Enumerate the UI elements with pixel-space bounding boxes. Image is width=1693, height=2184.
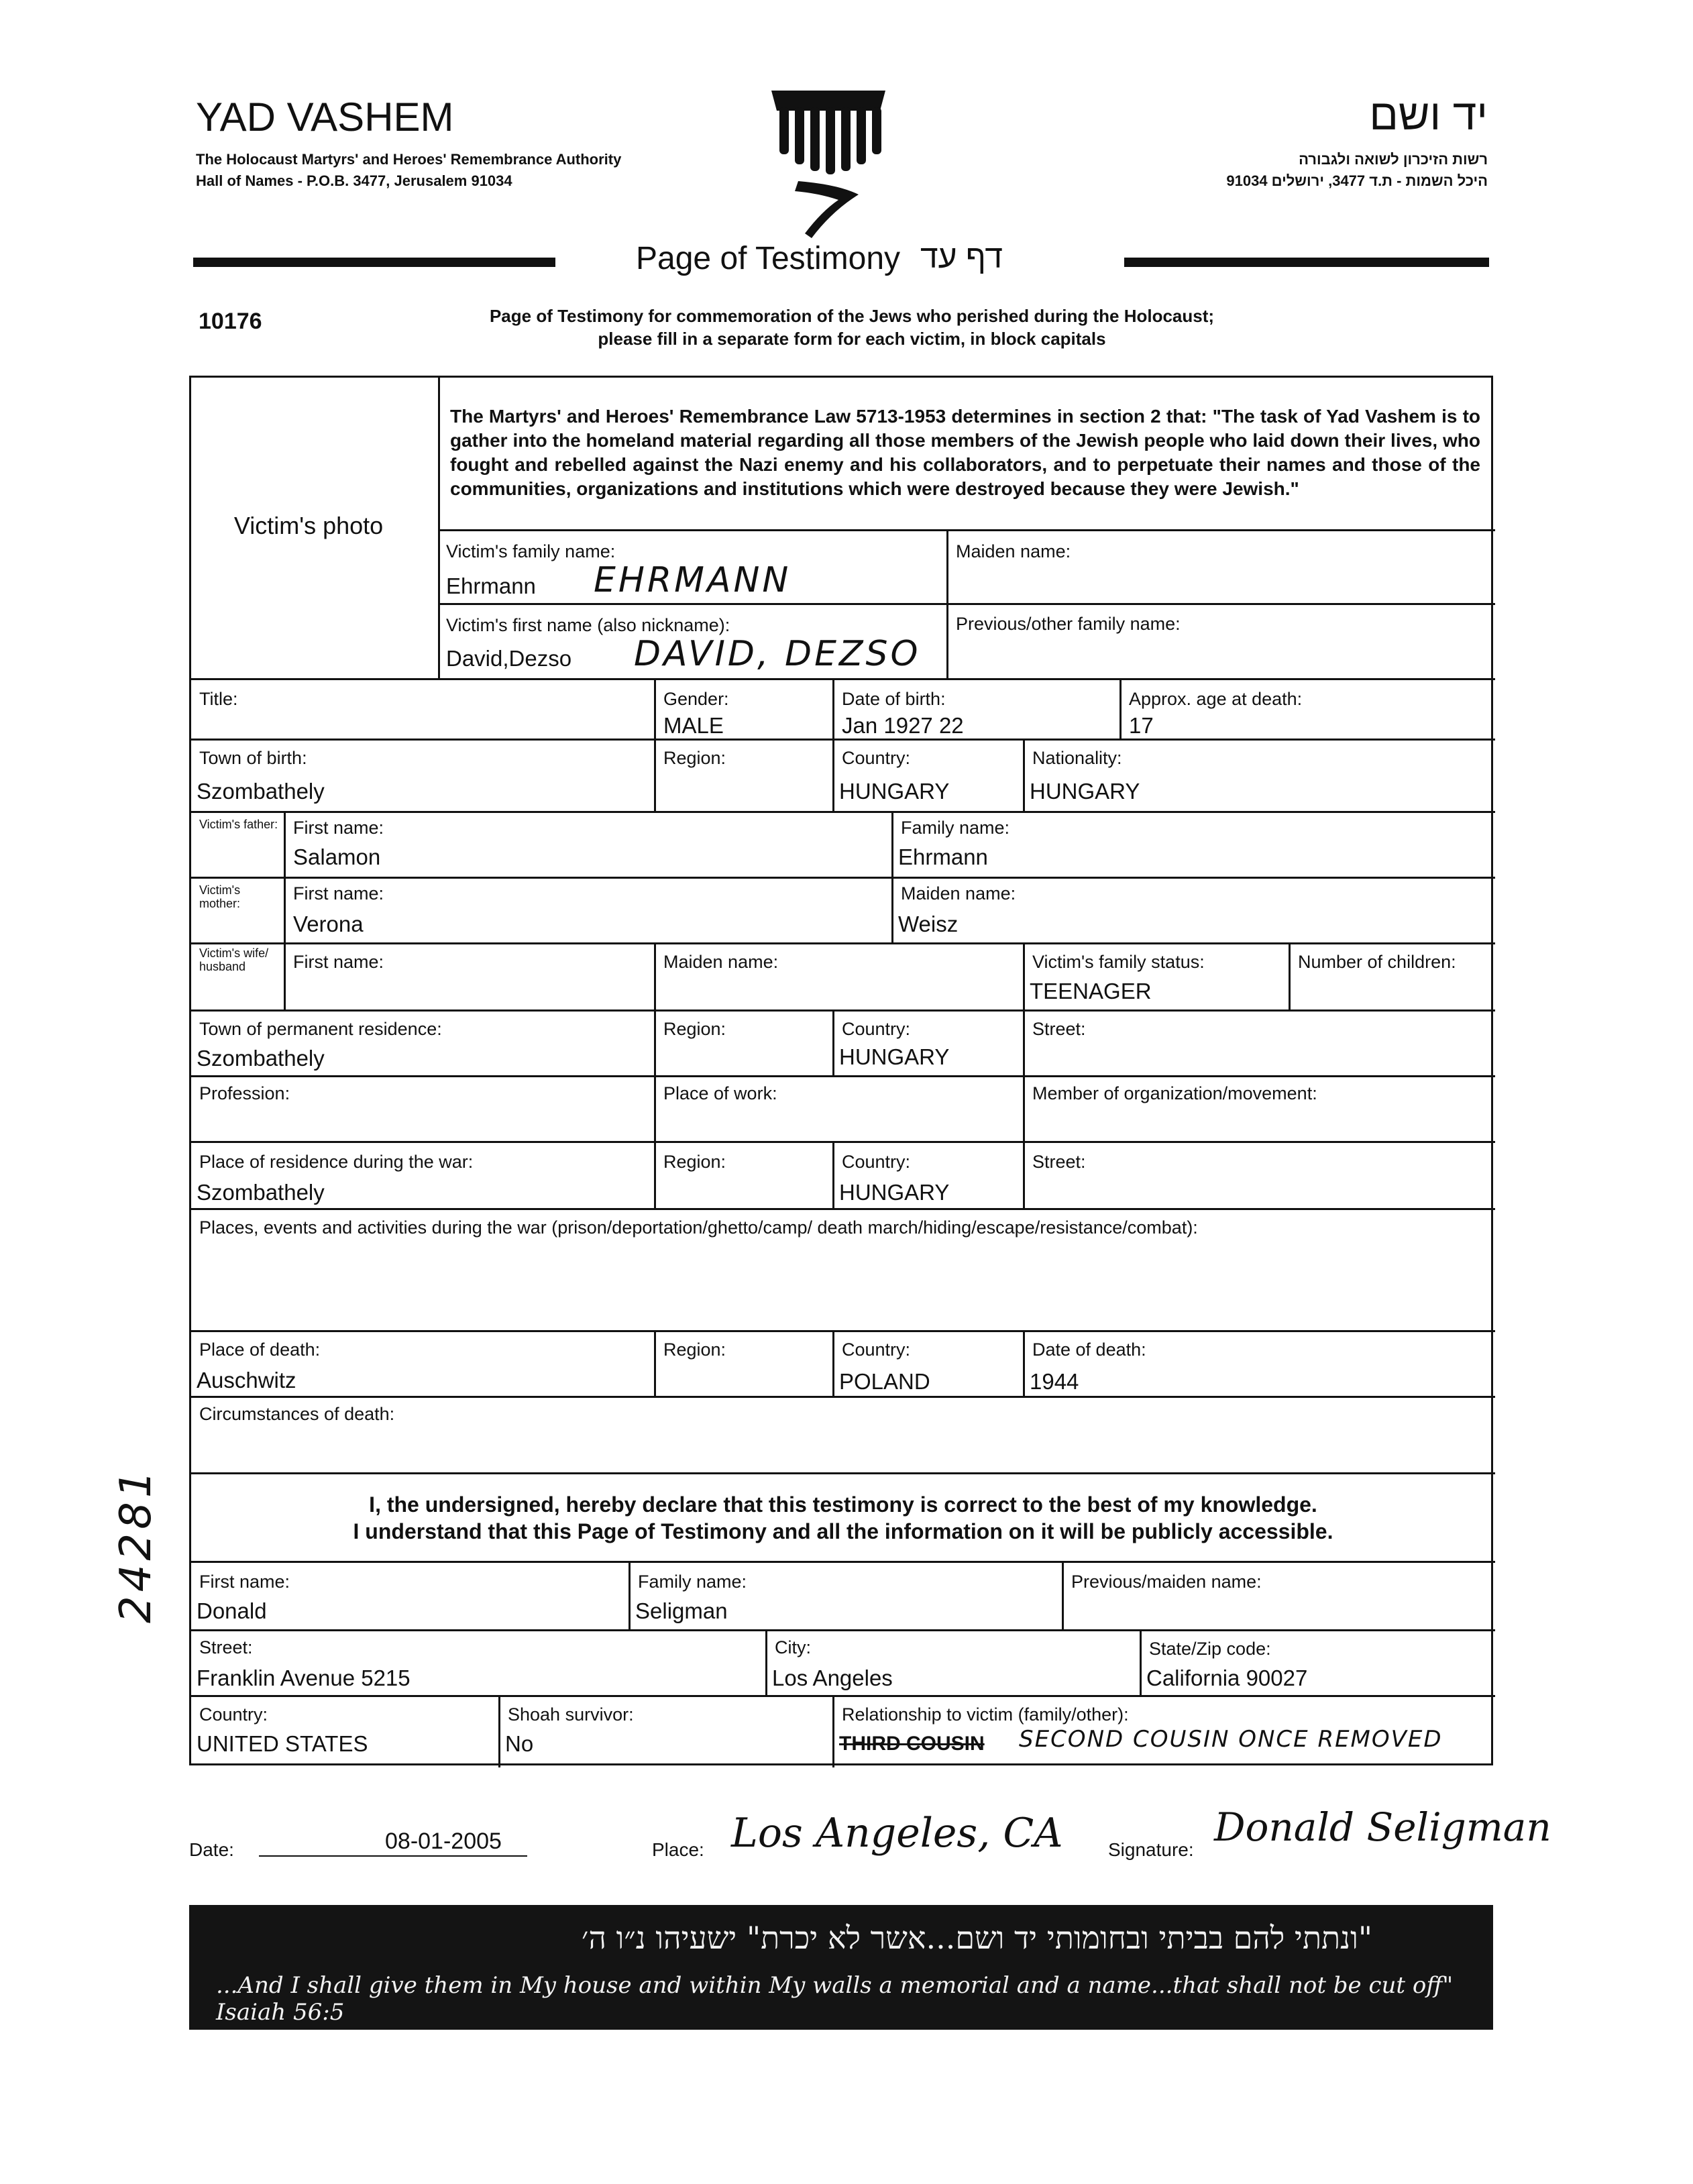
age-at-death-value[interactable]: 17: [1129, 713, 1154, 738]
org-name: YAD VASHEM: [196, 95, 454, 140]
signature: Donald Seligman: [1214, 1804, 1551, 1850]
father-family-label: Family name:: [901, 818, 1010, 838]
declaration-line-1: I, the undersigned, hereby declare that this testimony is correct to the best of my knowledge.: [369, 1492, 1317, 1517]
submitter-city-value[interactable]: Los Angeles: [772, 1666, 893, 1690]
header-rule-right: [1124, 258, 1489, 267]
intro-line-1: Page of Testimony for commemoration of the Jews who perished during the Holocaust;: [489, 306, 1215, 326]
submitter-city-label: City:: [775, 1637, 811, 1657]
first-name-value[interactable]: David,Dezso: [446, 646, 572, 671]
first-name-label: Victim's first name (also nickname):: [446, 615, 730, 635]
town-of-birth-label: Town of birth:: [199, 748, 307, 768]
mother-maiden-value[interactable]: Weisz: [898, 912, 959, 936]
place-label: Place:: [652, 1839, 704, 1860]
submitter-first-value[interactable]: Donald: [197, 1598, 267, 1623]
residence-country-label: Country:: [842, 1019, 911, 1039]
death-region-label: Region:: [663, 1340, 726, 1360]
spouse-maiden-label: Maiden name:: [663, 952, 779, 972]
submitter-zip-value[interactable]: California 90027: [1146, 1666, 1308, 1690]
place-of-death-label: Place of death:: [199, 1340, 321, 1360]
law-text: The Martyrs' and Heroes' Remembrance Law 5713-1953 determines in section 2 that: "The task of Yad Vashem is to gather into the homeland material regarding all those members of the Jewish people who laid down their lives, who fought and rebelled against the Nazi enemy and his collaborators, and to perpetuate their names and those of the communities, organizations and institutions which were destroyed because they were Jewish.": [450, 406, 1480, 499]
org-subtitle: The Holocaust Martyrs' and Heroes' Remembrance Authority: [196, 151, 622, 168]
intro-text: [429, 305, 1274, 350]
mother-maiden-label: Maiden name:: [901, 883, 1016, 904]
title-label: Title:: [199, 689, 238, 709]
shoah-survivor-label: Shoah survivor:: [508, 1704, 634, 1725]
submitter-street-label: Street:: [199, 1637, 253, 1657]
date-underline: [259, 1855, 527, 1857]
first-name-handwritten: DAVID, DEZSO: [634, 634, 921, 674]
gender-value[interactable]: MALE: [663, 713, 724, 738]
birth-country-value[interactable]: HUNGARY: [839, 779, 950, 804]
father-family-value[interactable]: Ehrmann: [898, 844, 988, 869]
town-of-birth-value[interactable]: Szombathely: [197, 779, 325, 804]
children-label: Number of children:: [1298, 952, 1456, 972]
date-label: Date:: [189, 1839, 234, 1860]
yad-vashem-menorah-logo: [758, 80, 899, 241]
residence-country-value[interactable]: HUNGARY: [839, 1044, 950, 1069]
gender-label: Gender:: [663, 689, 729, 709]
father-first-value[interactable]: Salamon: [293, 844, 381, 869]
declaration-line-2: I understand that this Page of Testimony and all the information on it will be publicly accessible.: [353, 1519, 1333, 1543]
submitter-family-label: Family name:: [638, 1572, 747, 1592]
war-residence-value[interactable]: Szombathely: [197, 1180, 325, 1205]
birth-region-label: Region:: [663, 748, 726, 768]
circumstances-label: Circumstances of death:: [199, 1404, 395, 1424]
intro-line-2: please fill in a separate form for each victim, in block capitals: [598, 329, 1106, 349]
org-name-hebrew: יד ושם: [1369, 91, 1488, 139]
org-address: Hall of Names - P.O.B. 3477, Jerusalem 91034: [196, 172, 512, 189]
death-country-value[interactable]: POLAND: [839, 1369, 930, 1394]
dob-label: Date of birth:: [842, 689, 946, 709]
submitter-zip-label: State/Zip code:: [1149, 1639, 1271, 1659]
nationality-label: Nationality:: [1032, 748, 1122, 768]
submitter-first-label: First name:: [199, 1572, 290, 1592]
place-of-death-value[interactable]: Auschwitz: [197, 1368, 296, 1393]
page-title: Page of Testimony: [636, 241, 901, 276]
family-name-label: Victim's family name:: [446, 541, 616, 561]
form-number: 10176: [199, 309, 262, 334]
mother-side-label: Victim's mother:: [199, 883, 241, 910]
dob-value[interactable]: Jan 1927 22: [842, 713, 964, 738]
residence-value[interactable]: Szombathely: [197, 1046, 325, 1071]
submitter-family-value[interactable]: Seligman: [635, 1598, 728, 1623]
date-of-death-value[interactable]: 1944: [1030, 1369, 1079, 1394]
date-of-death-label: Date of death:: [1032, 1340, 1146, 1360]
war-street-label: Street:: [1032, 1152, 1086, 1172]
relationship-handwritten: SECOND COUSIN ONCE REMOVED: [1019, 1726, 1443, 1753]
testimony-form: [189, 376, 1493, 1765]
birth-country-label: Country:: [842, 748, 911, 768]
org-address-hebrew: היכל השמות - ת.ד 3477, ירושלים 91034: [1226, 172, 1488, 189]
mother-first-label: First name:: [293, 883, 384, 904]
org-subtitle-hebrew-block: [1226, 149, 1488, 192]
submitter-prev-label: Previous/maiden name:: [1071, 1572, 1262, 1592]
member-org-label: Member of organization/movement:: [1032, 1083, 1317, 1103]
war-country-value[interactable]: HUNGARY: [839, 1180, 950, 1205]
spouse-first-label: First name:: [293, 952, 384, 972]
age-at-death-label: Approx. age at death:: [1129, 689, 1303, 709]
submitter-street-value[interactable]: Franklin Avenue 5215: [197, 1666, 411, 1690]
place-handwritten: Los Angeles, CA: [731, 1810, 1063, 1857]
header-rule-left: [193, 258, 555, 267]
war-country-label: Country:: [842, 1152, 911, 1172]
nationality-value[interactable]: HUNGARY: [1030, 779, 1140, 804]
date-value[interactable]: 08-01-2005: [385, 1828, 502, 1854]
relationship-struck: THIRD COUSIN: [839, 1733, 985, 1755]
org-subtitle-hebrew: רשות הזיכרון לשואה ולגבורה: [1299, 151, 1488, 168]
family-status-label: Victim's family status:: [1032, 952, 1205, 972]
margin-number: 24281: [111, 1466, 161, 1623]
relationship-label: Relationship to victim (family/other):: [842, 1704, 1129, 1725]
declaration: [191, 1491, 1495, 1545]
shoah-survivor-value[interactable]: No: [505, 1731, 534, 1756]
death-country-label: Country:: [842, 1340, 911, 1360]
place-of-work-label: Place of work:: [663, 1083, 777, 1103]
residence-region-label: Region:: [663, 1019, 726, 1039]
maiden-name-label: Maiden name:: [956, 541, 1071, 561]
quote-banner: [189, 1905, 1493, 2030]
submitter-country-label: Country:: [199, 1704, 268, 1725]
father-first-label: First name:: [293, 818, 384, 838]
page-title-hebrew: דף עד: [920, 239, 1003, 275]
previous-family-name-label: Previous/other family name:: [956, 614, 1181, 634]
father-side-label: Victim's father:: [199, 818, 278, 831]
family-name-handwritten: EHRMANN: [594, 560, 791, 600]
residence-label: Town of permanent residence:: [199, 1019, 442, 1039]
banner-quote-hebrew: "ונתתי להם בביתי ובחומותי יד ושם...אשר לא יכרת" ישעיהו נ״ו ה׳: [581, 1920, 1372, 1956]
war-residence-label: Place of residence during the war:: [199, 1152, 474, 1172]
profession-label: Profession:: [199, 1083, 290, 1103]
banner-quote-english: ...And I shall give them in My house and within My walls a memorial and a name...that shall not be cut off" Isaiah 56:5: [216, 1972, 1454, 2026]
family-name-value[interactable]: Ehrmann: [446, 574, 536, 598]
victim-photo-label: Victim's photo: [233, 512, 384, 539]
org-subtitle-block: [196, 149, 621, 192]
war-region-label: Region:: [663, 1152, 726, 1172]
mother-first-value[interactable]: Verona: [293, 912, 364, 936]
submitter-country-value[interactable]: UNITED STATES: [197, 1731, 368, 1756]
family-status-value[interactable]: TEENAGER: [1030, 979, 1152, 1003]
war-events-label: Places, events and activities during the war (prison/deportation/ghetto/camp/ death march/hiding/escape/resistance/combat):: [199, 1217, 1198, 1238]
residence-street-label: Street:: [1032, 1019, 1086, 1039]
signature-label: Signature:: [1108, 1839, 1194, 1860]
spouse-side-label: Victim's wife/ husband: [199, 946, 269, 973]
